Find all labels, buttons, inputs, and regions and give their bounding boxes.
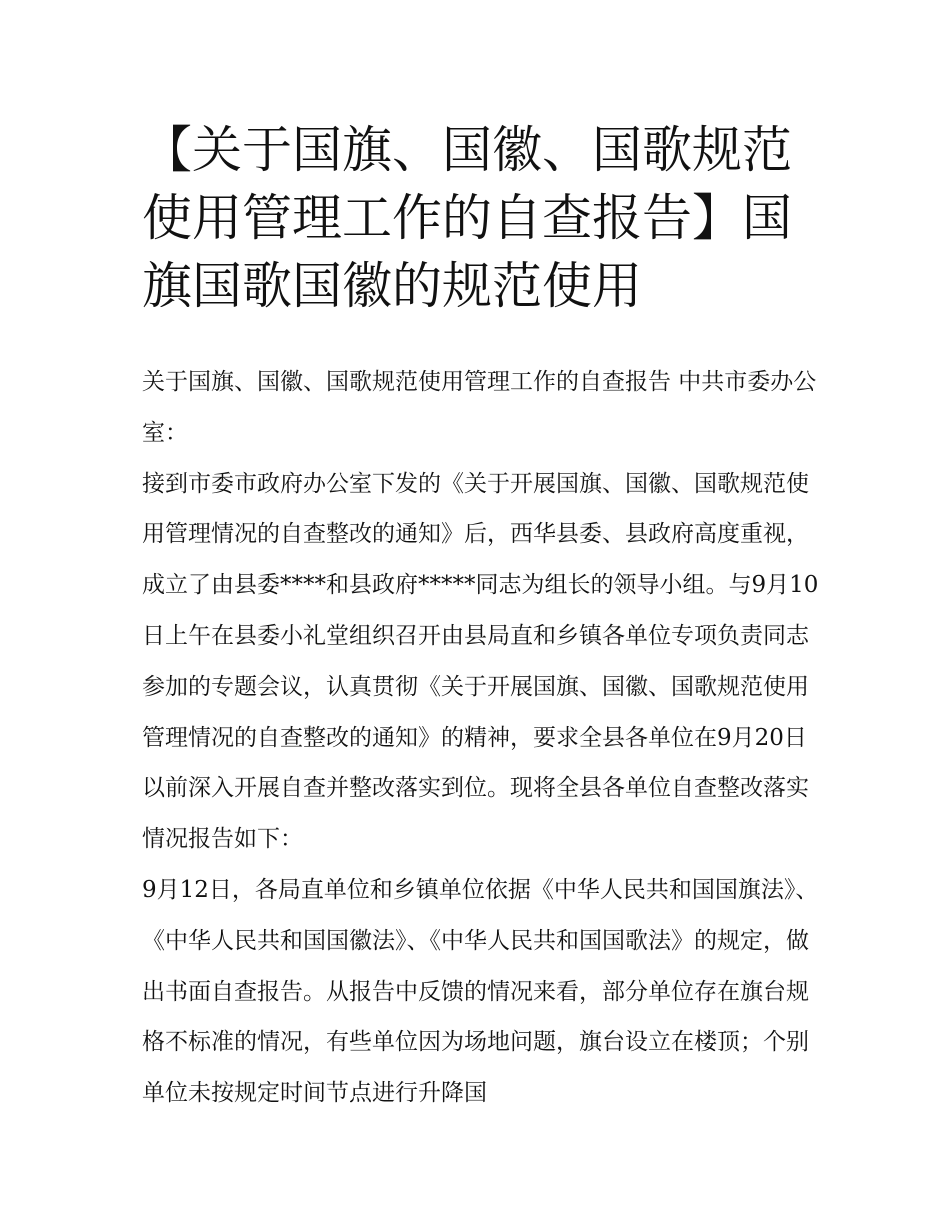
paragraph-salutation: 关于国旗、国徽、国歌规范使用管理工作的自查报告 中共市委办公室： <box>142 369 817 446</box>
paragraph-introduction: 接到市委市政府办公室下发的《关于开展国旗、国徽、国歌规范使用管理情况的自查整改的通知》后，西华县委、县政府高度重视，成立了由县委****和县政府*****同志为组长的领导小组。与9月10日上午在县委小礼堂组织召开由县局直和乡镇各单位专项负责同志参加的专题会议，认真贯彻《关于开展国旗、国徽、国歌规范使用管理情况的自查整改的通知》的精神，要求全县各单位在9月20日以前深入开展自查并整改落实到位。现将全县各单位自查整改落实情况报告如下： <box>142 470 819 853</box>
document-body <box>142 357 822 1119</box>
paragraph-self-check: 9月12日，各局直单位和乡镇单位依据《中华人民共和国国旗法》、《中华人民共和国国徽法》、《中华人民共和国国歌法》的规定，做出书面自查报告。从报告中反馈的情况来看，部分单位存在旗台规格不标准的情况，有些单位因为场地问题，旗台设立在楼顶；个别单位未按规定时间节点进行升降国 <box>142 876 819 1107</box>
document-title: 【关于国旗、国徽、国歌规范使用管理工作的自查报告】国旗国歌国徽的规范使用 <box>142 121 792 315</box>
